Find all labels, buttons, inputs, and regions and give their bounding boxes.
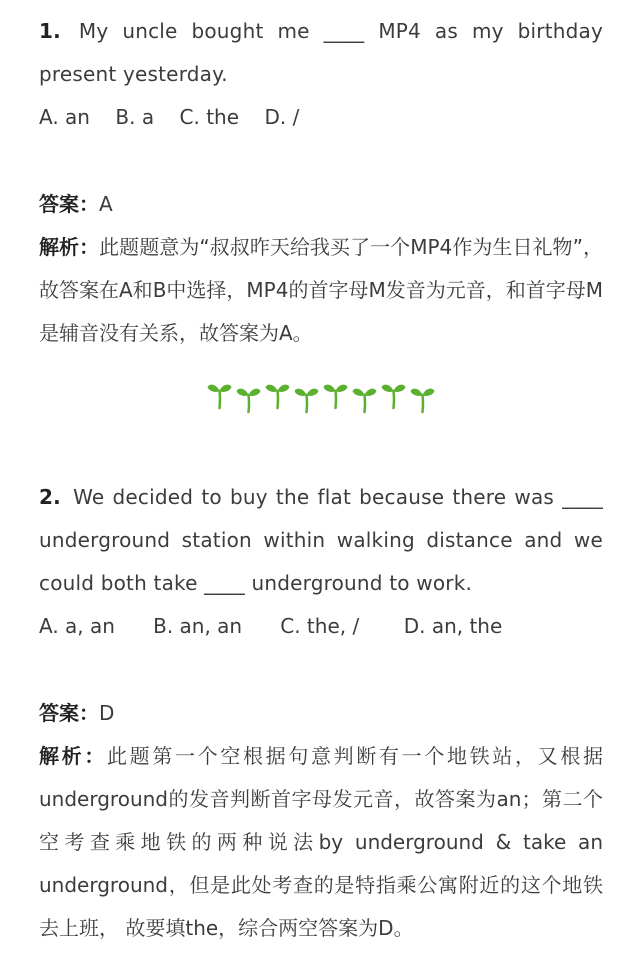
question-1	[39, 10, 603, 139]
question-1-options: A. an B. a C. the D. /	[39, 105, 300, 129]
sprout-icon	[266, 385, 290, 408]
explanation-2-text: 此题第一个空根据句意判断有一个地铁站，又根据underground的发音判断首字母发元音，故答案为an；第二个空考查乘地铁的两种说法by underground & take an underground，但是此处考查的是特指乘公寓附近的这个地铁去上班， 故要填the，综合两空答案为D。	[39, 744, 603, 940]
sprout-icon	[237, 389, 261, 412]
question-2-text	[39, 476, 603, 605]
explanation-1	[39, 226, 603, 355]
sprout-icon	[411, 389, 435, 412]
answer-1	[39, 183, 603, 355]
explanation-2	[39, 735, 603, 950]
question-2	[39, 476, 603, 648]
explanation-2-label: 解析：	[39, 744, 107, 768]
question-2-options: A. a, an B. an, an C. the, / D. an, the	[39, 614, 503, 638]
question-1-text	[39, 10, 603, 96]
answer-1-line	[39, 183, 603, 226]
answer-2-line	[39, 692, 603, 735]
sprout-icon	[208, 385, 232, 408]
answer-2-label: 答案：	[39, 701, 99, 725]
sprout-icon	[295, 389, 319, 412]
answer-1-value: A	[99, 192, 113, 216]
explanation-1-text: 此题题意为“叔叔昨天给我买了一个MP4作为生日礼物”，故答案在A和B中选择，MP4的首字母M发音为元音，和首字母M是辅音没有关系，故答案为A。	[39, 235, 604, 345]
question-1-number: 1.	[39, 19, 61, 43]
answer-2-value: D	[99, 701, 115, 725]
answer-2	[39, 692, 603, 950]
question-2-sentence: We decided to buy the flat because there was ____ underground station within walking distance and we could both take ____ underground to work.	[39, 485, 603, 595]
sprout-icon	[353, 389, 377, 412]
sprout-icon	[324, 385, 348, 408]
sprout-divider	[205, 378, 437, 414]
question-1-sentence: My uncle bought me ____ MP4 as my birthday present yesterday.	[39, 19, 603, 86]
answer-1-label: 答案：	[39, 192, 99, 216]
question-2-number: 2.	[39, 485, 61, 509]
sprout-icon	[382, 385, 406, 408]
explanation-1-label: 解析：	[39, 235, 100, 259]
